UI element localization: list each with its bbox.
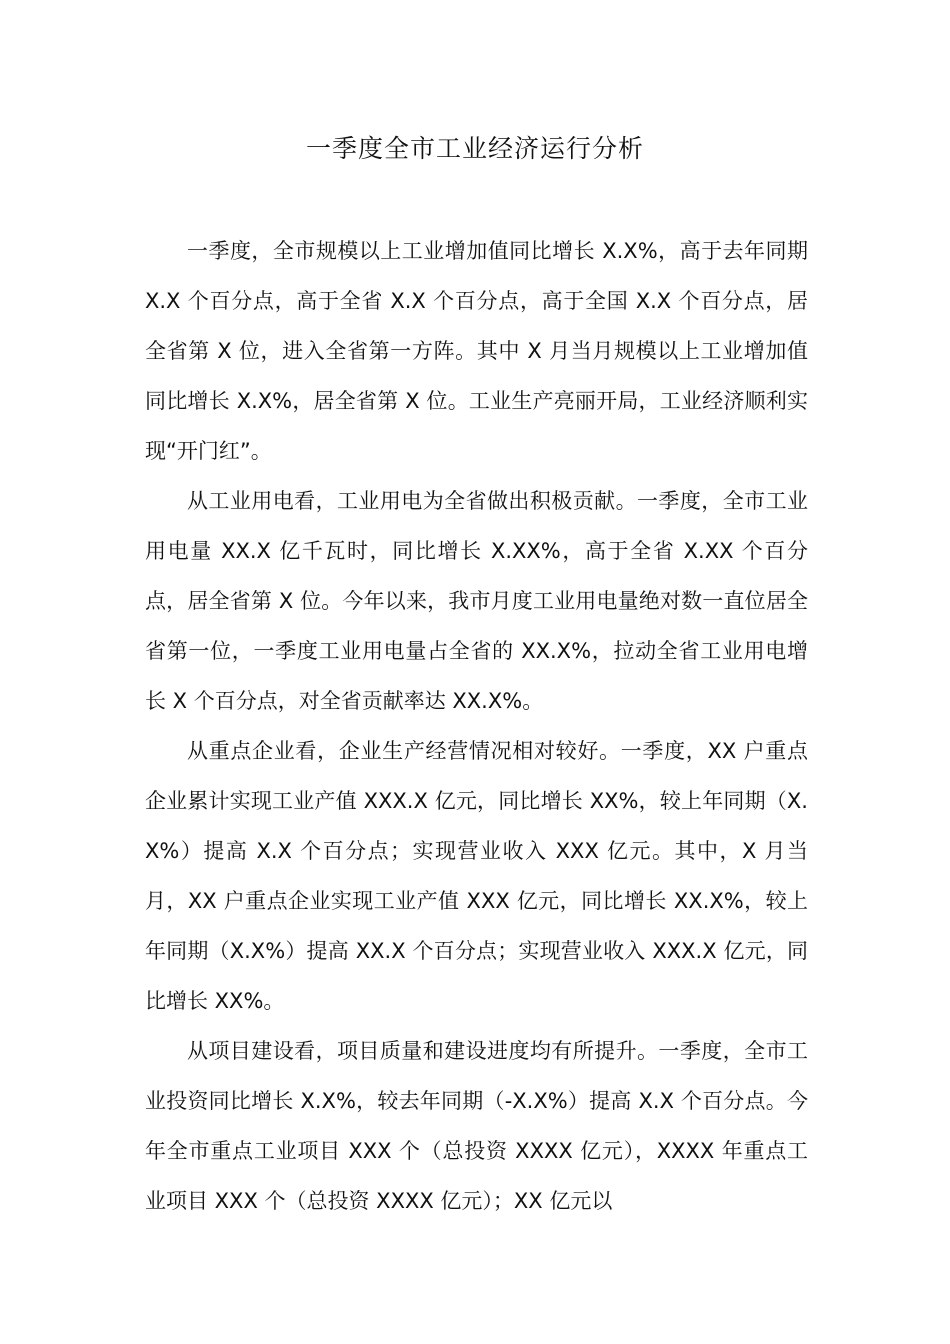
- paragraph-electricity: 从工业用电看，工业用电为全省做出积极贡献。一季度，全市工业用电量 XX.X 亿千瓦时，同比增长 X.XX%，高于全省 X.XX 个百分点，居全省第 X 位。今年以来，我市月度工业用电量绝对数一直位居全省第一位，一季度工业用电量占全省的 XX.X%，拉动全省工业用电增长 X 个百分点，对全省贡献率达 XX.X%。: [145, 489, 808, 713]
- paragraph-project-construction: 从项目建设看，项目质量和建设进度均有所提升。一季度，全市工业投资同比增长 X.X%，较去年同期（-X.X%）提高 X.X 个百分点。今年全市重点工业项目 XXX 个（总投资 XXXX 亿元），XXXX 年重点工业项目 XXX 个（总投资 XXXX 亿元）；XX 亿元以: [145, 1039, 808, 1213]
- paragraph-overview: 一季度，全市规模以上工业增加值同比增长 X.X%，高于去年同期 X.X 个百分点，高于全省 X.X 个百分点，高于全国 X.X 个百分点，居全省第 X 位，进入全省第一方阵。其中 X 月当月规模以上工业增加值同比增长 X.X%，居全省第 X 位。工业生产亮丽开局，工业经济顺利实现“开门红”。: [145, 239, 808, 463]
- paragraph-key-enterprises: 从重点企业看，企业生产经营情况相对较好。一季度，XX 户重点企业累计实现工业产值 XXX.X 亿元，同比增长 XX%，较上年同期（X.X%）提高 X.X 个百分点；实现营业收入 XXX 亿元。其中，X 月当月，XX 户重点企业实现工业产值 XXX 亿元，同比增长 XX.X%，较上年同期（X.X%）提高 XX.X 个百分点；实现营业收入 XXX.X 亿元，同比增长 XX%。: [145, 739, 808, 1013]
- document-body: [145, 226, 808, 1226]
- document-title: 一季度全市工业经济运行分析: [305, 134, 644, 163]
